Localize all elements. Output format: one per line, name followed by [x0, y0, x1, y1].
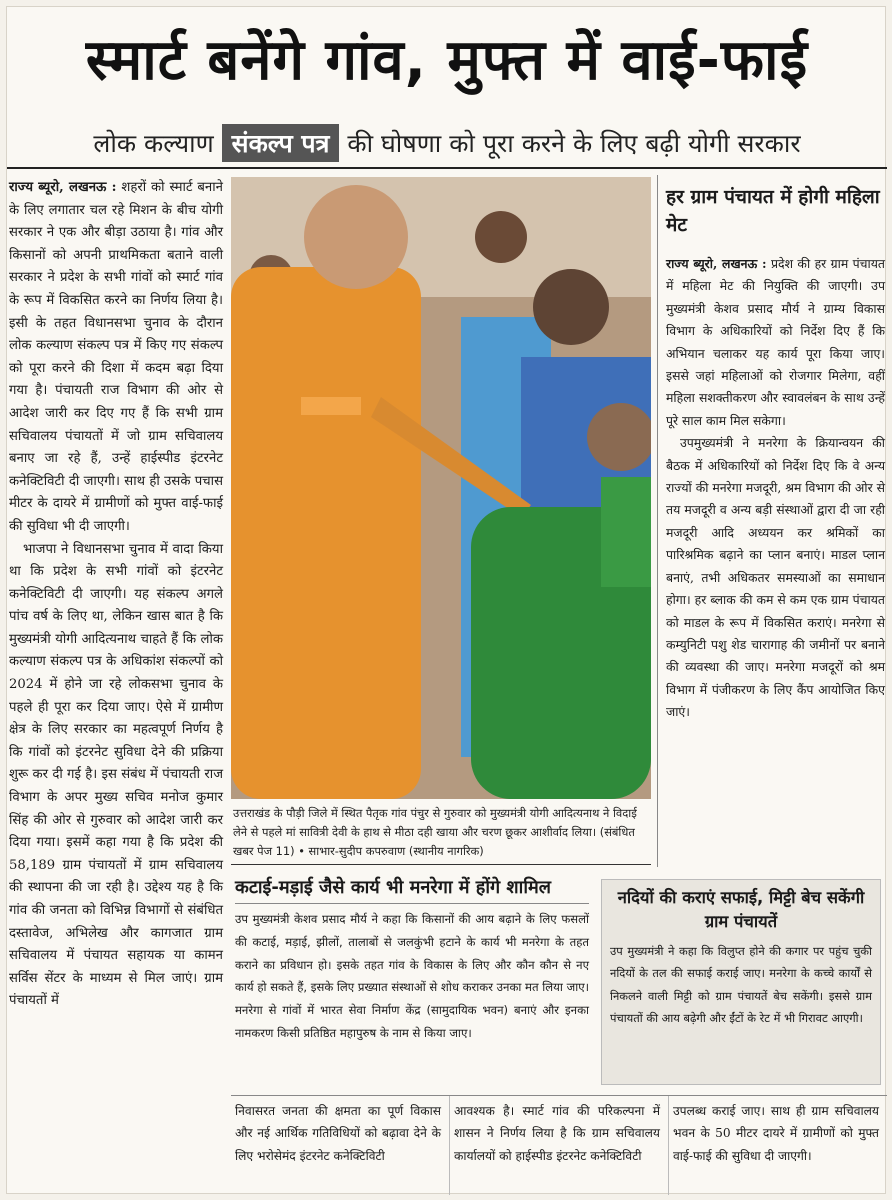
mgnrega-story	[231, 875, 593, 1089]
continuation-col-3: उपलब्ध कराई जाए। साथ ही ग्राम सचिवालय भवन के 50 मीटर दायरे में ग्रामीणों को मुफ्त वाई-फाई की सुविधा दी जाएगी।	[673, 1104, 879, 1163]
rivers-box-title: नदियों की कराएं सफाई, मिट्टी बेच सकेंगी ग्राम पंचायतें	[617, 888, 865, 931]
right-story-title: हर ग्राम पंचायत में होगी महिला मेट	[666, 186, 880, 236]
news-photo	[231, 177, 651, 799]
right-story	[657, 175, 887, 867]
right-story-body	[666, 253, 885, 724]
mgnrega-story-title: कटाई-मड़ाई जैसे कार्य भी मनरेगा में होंगे शामिल	[235, 875, 589, 904]
subhead-after: की घोषणा को पूरा करने के लिए बढ़ी योगी सरकार	[347, 129, 801, 158]
main-story-paragraph-1	[9, 177, 223, 539]
newspaper-page	[6, 6, 886, 1194]
continuation-col-2: आवश्यक है। स्मार्ट गांव की परिकल्पना में शासन ने निर्णय लिया है कि ग्राम सचिवालय कार्यालयों को हाईस्पीड इंटरनेट कनेक्टिविटी	[450, 1096, 669, 1195]
main-story-byline: राज्य ब्यूरो, लखनऊ :	[9, 180, 117, 195]
continuation-col-1: निवासरत जनता की क्षमता का पूर्ण विकास और नई आर्थिक गतिविधियों को बढ़ावा देने के लिए भरोसेमंद इंटरनेट कनेक्टिविटी	[231, 1096, 450, 1195]
right-story-byline: राज्य ब्यूरो, लखनऊ :	[666, 256, 767, 271]
rivers-box-body: उप मुख्यमंत्री ने कहा कि विलुप्त होने की कगार पर पहुंच चुकी नदियों के तल की सफाई कराई जाए। मनरेगा के कच्चे कार्यों से निकलने वाली मिट्टी को ग्राम पंचायतें बेच सकेंगी। इससे ग्राम पंचायतों की आय बढ़ेगी और ईंटों के रेट में भी गिरावट आएगी।	[610, 944, 872, 1026]
mgnrega-story-body: उप मुख्यमंत्री केशव प्रसाद मौर्य ने कहा कि किसानों की आय बढ़ाने के लिए फसलों की कटाई, मड़ाई, झीलों, तालाबों से जलकुंभी हटाने के कार्य भी मनरेगा के तहत कराने का प्रविधान हो। इसके तहत गांव के विकास के लिए और कौन कौन से नए कार्य हो सकते हैं, इसके लिए प्रख्यात संस्थाओं से शोध कराकर उनका मत लिया जाए। मनरेगा से गांवों में भारत सेवा निर्माण केंद्र (सामुदायिक भवन) बनाएं और इनका नामकरण किसी प्रतिष्ठित महापुरुष के नाम से किया जाए।	[235, 912, 589, 1040]
right-story-paragraph-1	[666, 253, 885, 432]
continuation-row	[231, 1095, 887, 1195]
rivers-box-story	[601, 879, 881, 1085]
subheadline	[7, 119, 887, 169]
right-story-paragraph-2: उपमुख्यमंत्री ने मनरेगा के क्रियान्वयन की बैठक में अधिकारियों को निर्देश दिए कि वे अन्य राज्यों की मनरेगा मजदूरी, श्रम विभाग की ओर से तय मजदूरी व अन्य बड़ी संस्थाओं द्वारा दी जा रही मजदूरी आदि अध्ययन कर श्रमिकों का पारिश्रमिक बढ़ाने का प्लान बनाएं। माडल प्लान बनाएं, तभी अधिकतर समस्याओं का समाधान होगा। हर ब्लाक की कम से कम एक ग्राम पंचायत को माडल के रूप में विकसित कराएं। मनरेगा से कम्युनिटी पशु शेड चारागाह की जमीनों पर बनाने की व्यवस्था की जाए। मनरेगा मजदूरों को श्रम विभाग में पंजीकरण के लिए कैंप आयोजित किए जाएं।	[666, 435, 885, 720]
photo-caption: उत्तराखंड के पौड़ी जिले में स्थित पैतृक गांव पंचुर से गुरुवार को मुख्यमंत्री योगी आदित्यनाथ ने विदाई लेने से पहले मां सावित्री देवी के हाथ से मीठा दही खाया और चरण छूकर आशीर्वाद लिया। (संबंधित खबर पेज 11) • साभार-सुदीप कपरुवाण (स्थानीय नागरिक)	[231, 803, 651, 865]
main-story-paragraph-2: भाजपा ने विधानसभा चुनाव में वादा किया था कि प्रदेश के सभी गांवों को इंटरनेट कनेक्टिविटी दी जाएगी। यह संकल्प अगले पांच वर्ष के लिए था, लेकिन खास बात है कि मुख्यमंत्री योगी आदित्यनाथ चाहते हैं कि लोक कल्याण संकल्प पत्र के अधिकांश संकल्पों को 2024 में होने जा रहे लोकसभा चुनाव के पहले ही पूरा कर दिया जाए। ऐसे में ग्रामीण क्षेत्र के लिए सरकार का महत्वपूर्ण निर्णय है कि गांवों को इंटरनेट सुविधा देने की प्रक्रिया शुरू कर दी गई है। इस संबंध में पंचायती राज विभाग के अपर मुख्य सचिव मनोज कुमार सिंह की ओर से गुरुवार को आदेश जारी कर दिया गया। इसमें कहा गया है कि प्रदेश की 58,189 ग्राम पंचायतों में ग्राम सचिवालय की स्थापना की जा रही है। उद्देश्य यह है कि गांव की जनता को विभिन्न विभागों से संबंधित दस्तावेज, अभिलेख और कागजात ग्राम सचिवालय में पंचायत सहायक या कामन सर्विस सेंटर के माध्यम से मिल जाएं। ग्राम पंचायतों में	[9, 541, 223, 1009]
photo-illustration	[231, 177, 651, 799]
main-story-p1-text: शहरों को स्मार्ट बनाने के लिए लगातार चल रहे मिशन के बीच योगी सरकार ने एक और बीड़ा उठाया है। गांव और किसानों को अपनी प्राथमिकता बताने वाली सरकार ने प्रदेश के सभी गांवों को स्मार्ट गांव के रूप में विकसित करने का निर्णय लिया है। इसी के तहत विधानसभा चुनाव के दौरान लोक कल्याण संकल्प पत्र में किए गए संकल्प को पूरा करने की दिशा में कदम बढ़ा दिया गया है। पंचायती राज विभाग की ओर से आदेश जारी कर दिए गए हैं कि सभी ग्राम सचिवालय पंचायतों में जो ग्राम सचिवालय बनाए जा रहे हैं, उन्हें हाईस्पीड इंटरनेट कनेक्टिविटी दी जाएगी। साथ ही उसके पचास मीटर के दायरे में ग्रामीणों को मुफ्त वाई-फाई की सुविधा भी दी जाएगी।	[9, 180, 223, 534]
right-story-p1-text: प्रदेश की हर ग्राम पंचायत में महिला मेट की नियुक्ति की जाएगी। उप मुख्यमंत्री केशव प्रसाद मौर्य ने ग्राम्य विकास विभाग के अधिकारियों को निर्देश दिए हैं कि अभियान चलाकर यह कार्य पूरा किया जाए। इससे जहां महिलाओं को रोजगार मिलेगा, वहीं महिला सशक्तीकरण और स्वावलंबन के साथ उन्हें पूरे साल काम मिल सकेगा।	[666, 256, 885, 428]
subhead-highlight: संकल्प पत्र	[222, 124, 340, 162]
subhead-before: लोक कल्याण	[93, 129, 214, 158]
headline: स्मार्ट बनेंगे गांव, मुफ्त में वाई-फाई	[85, 28, 809, 93]
main-story-column	[7, 175, 229, 1191]
